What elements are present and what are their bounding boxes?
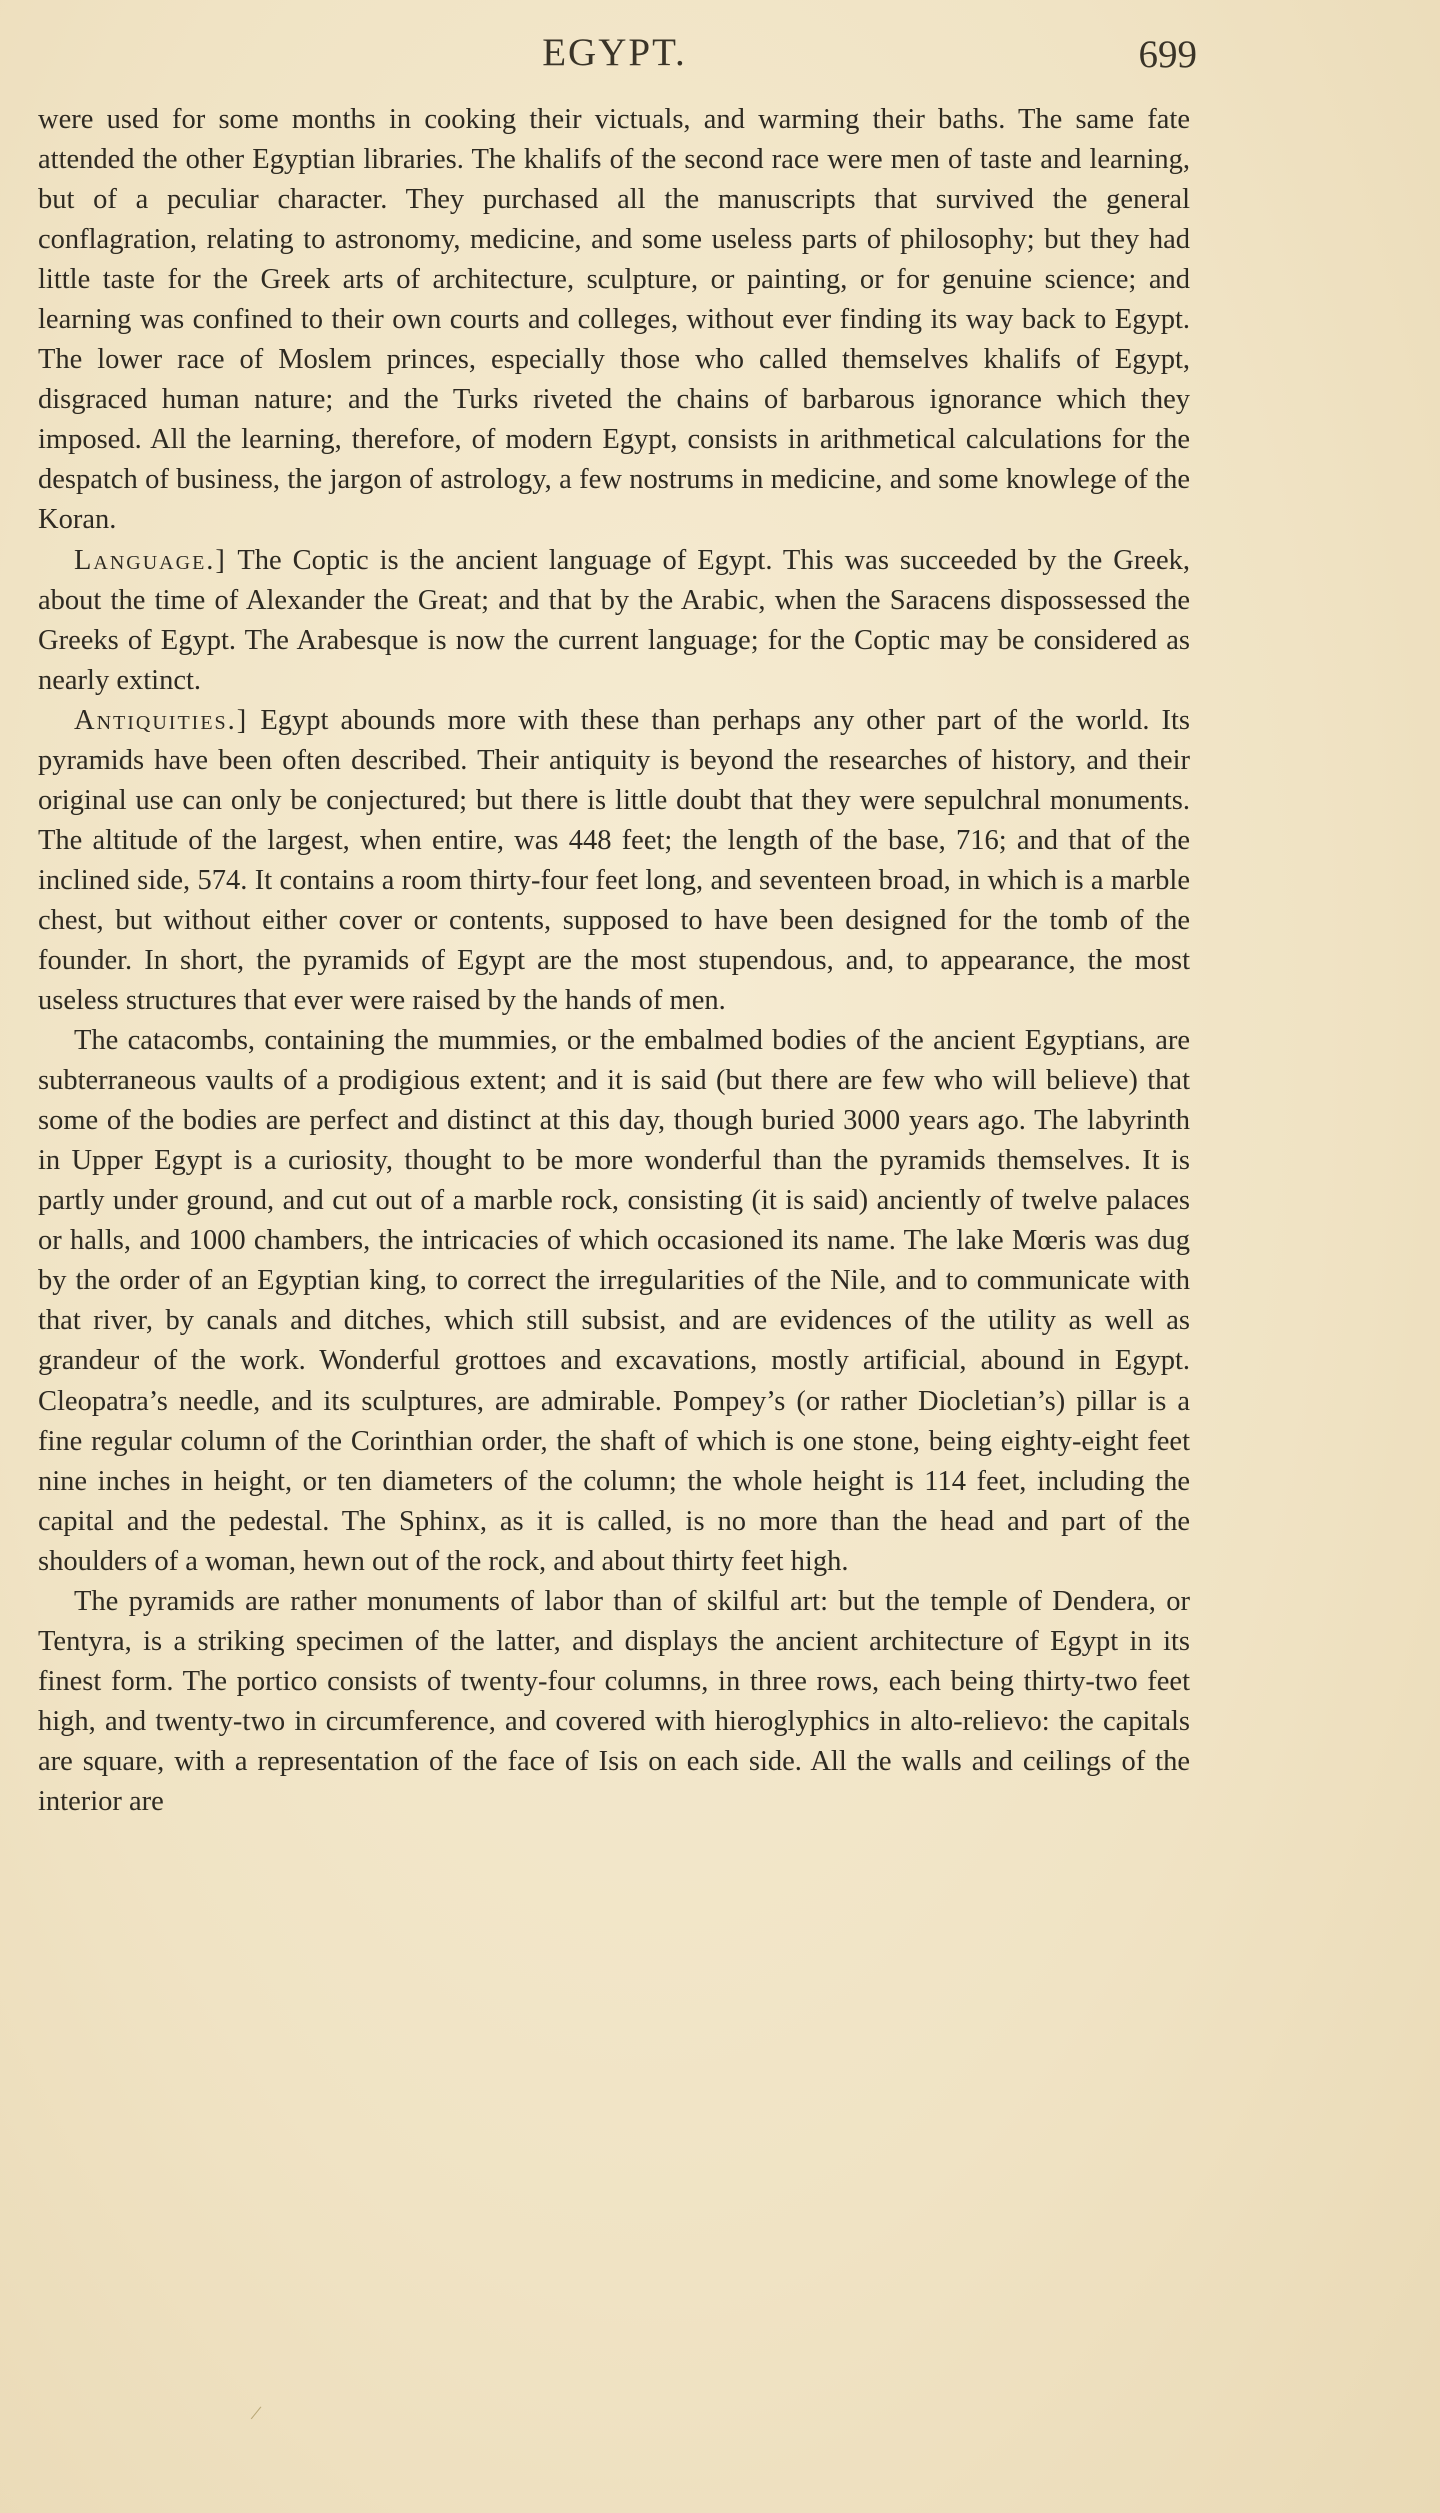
section-heading-antiquities: Antiquities.] xyxy=(74,704,249,736)
paragraph-text: were used for some months in cooking their victuals, and warming their baths. The same fate attended the other Egyptian libraries. The khalifs of the second race were men of taste and learning, but of a peculiar character. They purchased all the manuscripts that survived the general conflagration, relating to astronomy, medicine, and some useless parts of philosophy; but they had little taste for the Greek arts of architecture, sculpture, or painting, or for genuine science; and learning was confined to their own courts and colleges, without ever finding its way back to Egypt. The lower race of Moslem princes, especially those who called themselves khalifs of Egypt, disgraced human nature; and the Turks riveted the chains of barbarous ignorance which they imposed. All the learning, therefore, of modern Egypt, consists in arithmetical calculations for the despatch of business, the jargon of astrology, a few nostrums in medicine, and some knowlege of the Koran. xyxy=(38,104,1190,536)
paragraph-dendera xyxy=(38,1582,1190,1822)
paragraph-library-continuation xyxy=(38,100,1190,541)
page-header xyxy=(32,26,1197,82)
paragraph-text: The pyramids are rather monuments of labor than of skilful art: but the temple of Dendera, or Tentyra, is a striking specimen of the latter, and displays the ancient architecture of Egypt in its finest form. The portico consists of twenty-four columns, in three rows, each being thirty-two feet high, and twenty-two in circumference, and covered with hieroglyphics in alto-relievo: the capitals are square, with a representation of the face of Isis on each side. All the walls and ceilings of the interior are xyxy=(38,1585,1190,1817)
paragraph-text: The catacombs, containing the mummies, or the embalmed bodies of the ancient Egyptians, are subterraneous vaults of a prodigious extent; and it is said (but there are few who will believe) that some of the bodies are perfect and distinct at this day, though buried 3000 years ago. The labyrinth in Upper Egypt is a curiosity, thought to be more wonderful than the pyramids themselves. It is partly under ground, and cut out of a marble rock, consisting (it is said) anciently of twelve palaces or halls, and 1000 chambers, the intricacies of which occasioned its name. The lake Mœris was dug by the order of an Egyptian king, to correct the irregularities of the Nile, and to communicate with that river, by canals and ditches, which still subsist, and are evidences of the utility as well as grandeur of the work. Wonderful grottoes and excavations, mostly artificial, abound in Egypt. Cleopatra’s needle, and its sculptures, are admirable. Pompey’s (or rather Diocletian’s) pillar is a fine regular column of the Corinthian order, the shaft of which is one stone, being eighty-eight feet nine inches in height, or ten diameters of the column; the whole height is 114 feet, including the capital and the pedestal. The Sphinx, as it is called, is no more than the head and part of the shoulders of a woman, hewn out of the rock, and about thirty feet high. xyxy=(38,1025,1190,1577)
body-text xyxy=(38,100,1190,1822)
section-heading-language: Language.] xyxy=(74,544,227,576)
running-title: EGYPT. xyxy=(542,31,687,74)
paragraph-antiquities xyxy=(38,701,1190,1021)
page-number: 699 xyxy=(1138,33,1197,76)
paragraph-language xyxy=(38,541,1190,701)
paragraph-text: Egypt abounds more with these than perhaps any other part of the world. Its pyramids have been often described. Their antiquity is beyond the researches of history, and their original use can only be conjectured; but there is little doubt that they were sepulchral monuments. The altitude of the largest, when entire, was 448 feet; the length of the base, 716; and that of the inclined side, 574. It contains a room thirty-four feet long, and seventeen broad, in which is a marble chest, but without either cover or contents, supposed to have been designed for the tomb of the founder. In short, the pyramids of Egypt are the most stupendous, and, to appearance, the most useless structures that ever were raised by the hands of men. xyxy=(38,704,1191,1017)
paragraph-catacombs xyxy=(38,1021,1190,1582)
paragraph-text: The Coptic is the ancient language of Egypt. This was succeeded by the Greek, about the time of Alexander the Great; and that by the Arabic, when the Saracens dispossessed the Greeks of Egypt. The Arabesque is now the current language; for the Coptic may be considered as nearly extinct. xyxy=(38,544,1190,696)
pencil-mark: / xyxy=(249,2399,264,2426)
